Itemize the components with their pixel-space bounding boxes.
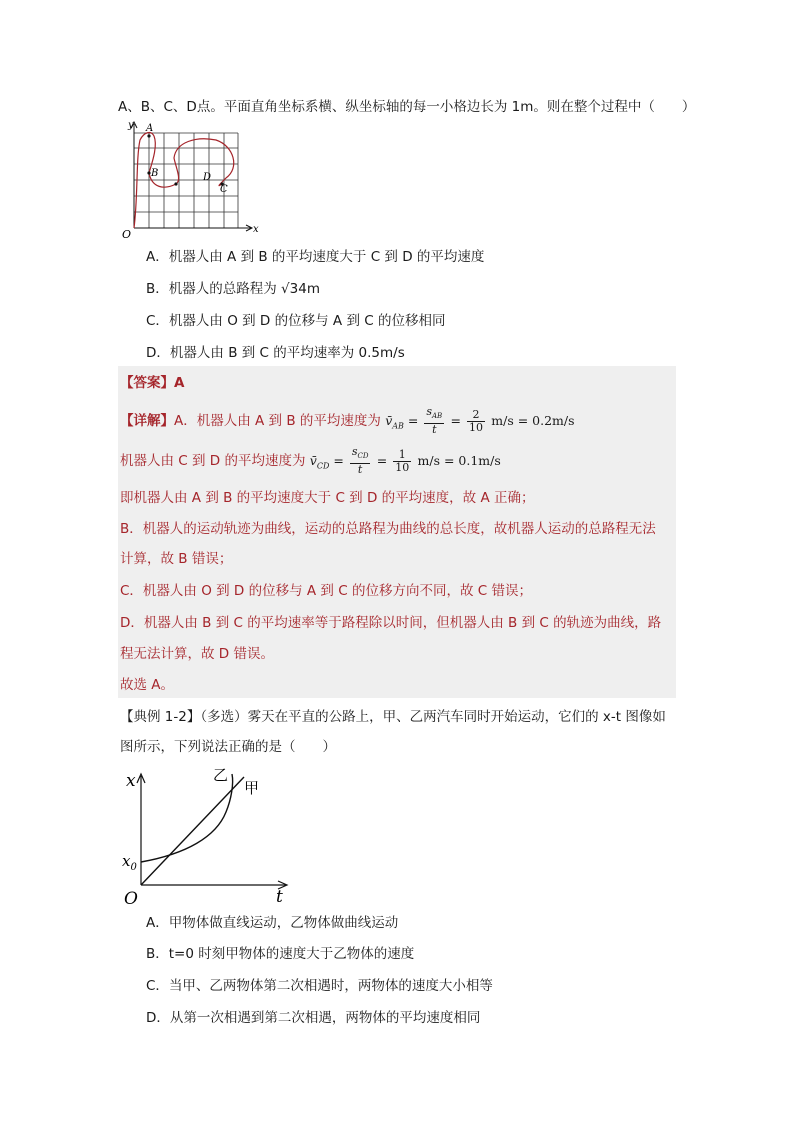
option-text: 从第一次相遇到第二次相遇，两物体的平均速度相同 — [169, 1010, 481, 1026]
q1-option-a — [146, 248, 484, 266]
fraction-sab-t: $\frac{s_{AB}}{t}$ — [426, 405, 443, 436]
q2-stem-line-2: 图所示，下列说法正确的是（ ） — [120, 739, 336, 755]
option-text: 机器人由 A 到 B 的平均速度大于 C 到 D 的平均速度 — [168, 249, 485, 265]
detail-line-5: 计算，故 B 错误； — [120, 551, 233, 567]
option-text: 甲物体做直线运动，乙物体做曲线运动 — [168, 915, 399, 931]
x-axis-label: x — [253, 224, 259, 235]
option-letter: C． — [146, 313, 169, 329]
option-letter: A． — [146, 915, 169, 931]
detail-text: A．机器人由 A 到 B 的平均速度为 — [174, 413, 381, 429]
q1-option-d — [146, 344, 405, 362]
detail-line-9: 故选 A。 — [120, 677, 175, 693]
point-a-label: A — [146, 123, 154, 134]
option-text: 机器人由 O 到 D 的位移与 A 到 C 的位移相同 — [168, 313, 446, 329]
option-letter: C． — [146, 978, 169, 994]
answer-line — [120, 374, 184, 392]
detail-line-7: D．机器人由 B 到 C 的平均速率等于路程除以时间，但机器人由 B 到 C 的轨迹为曲线，路 — [120, 615, 662, 631]
option-letter: A． — [146, 249, 169, 265]
detail-line-3: 即机器人由 A 到 B 的平均速度大于 C 到 D 的平均速度，故 A 正确； — [120, 490, 535, 506]
q1-trajectory-figure — [116, 118, 264, 242]
option-letter: D． — [146, 1010, 170, 1026]
q2-option-b — [146, 945, 414, 963]
option-letter: B． — [146, 281, 169, 297]
q2-option-d — [146, 1009, 480, 1027]
option-text: 机器人的总路程为 √34m — [168, 281, 320, 297]
option-letter: D． — [146, 345, 170, 361]
q1-option-b — [146, 280, 320, 298]
point-c-label: C — [220, 184, 228, 195]
q2-stem-text: （多选）雾天在平直的公路上，甲、乙两汽车同时开始运动，它们的 x-t 图像如 — [200, 709, 666, 725]
jia-line — [141, 777, 244, 885]
jia-label: 甲 — [244, 779, 260, 797]
option-text: 当甲、乙两物体第二次相遇时，两物体的速度大小相等 — [168, 978, 493, 994]
option-text: 机器人由 B 到 C 的平均速率为 0.5m/s — [169, 345, 405, 361]
detail-line-4: B．机器人的运动轨迹为曲线，运动的总路程为曲线的总长度，故机器人运动的总路程无法 — [120, 521, 656, 537]
option-letter: B． — [146, 946, 169, 962]
q2-tag: 【典例 1-2】 — [120, 709, 201, 725]
q2-option-a — [146, 914, 398, 932]
point-b-label: B — [151, 168, 159, 179]
detail-line-8: 程无法计算，故 D 错误。 — [120, 646, 274, 662]
detail-line-2: 机器人由 C 到 D 的平均速度为 $v̄_{CD}$ = $\frac{s_{CD}}{t}$ = $\frac{1}{10}$ m/s = 0.1m/s — [120, 445, 501, 476]
fraction-scd-t: $\frac{s_{CD}}{t}$ — [351, 445, 369, 476]
graph-x-axis-label: x — [126, 771, 136, 791]
origin-label: O — [122, 228, 132, 241]
q2-option-c — [146, 977, 493, 995]
fraction-2-10: $\frac{2}{10}$ — [468, 407, 483, 434]
yi-label: 乙 — [213, 766, 229, 784]
answer-value: A — [174, 375, 185, 391]
detail-label: 【详解】 — [120, 413, 174, 429]
q2-stem-line-1 — [120, 708, 666, 726]
detail-line-6: C．机器人由 O 到 D 的位移与 A 到 C 的位移方向不同，故 C 错误； — [120, 583, 532, 599]
graph-origin-label: O — [124, 889, 138, 909]
q2-xt-graph — [116, 762, 296, 912]
q1-option-c — [146, 312, 445, 330]
detail-line-1: 【详解】A．机器人由 A 到 B 的平均速度为 $v̄_{AB}$ = $\frac{s_{AB}}{t}$ = $\frac{2}{10}$ m/s = 0.2m/s — [120, 405, 575, 436]
x0-label: $x_0$ — [122, 852, 137, 873]
y-axis-label: y — [128, 120, 134, 131]
point-d-label: D — [203, 172, 212, 183]
q1-stem: A、B、C、D点。平面直角坐标系横、纵坐标轴的每一小格边长为 1m。则在整个过程中（ ） — [118, 99, 696, 115]
yi-curve — [141, 774, 233, 862]
graph-t-axis-label: t — [276, 887, 283, 907]
fraction-1-10: $\frac{1}{10}$ — [395, 447, 410, 474]
answer-label: 【答案】 — [120, 375, 174, 391]
option-text: t=0 时刻甲物体的速度大于乙物体的速度 — [168, 946, 415, 962]
